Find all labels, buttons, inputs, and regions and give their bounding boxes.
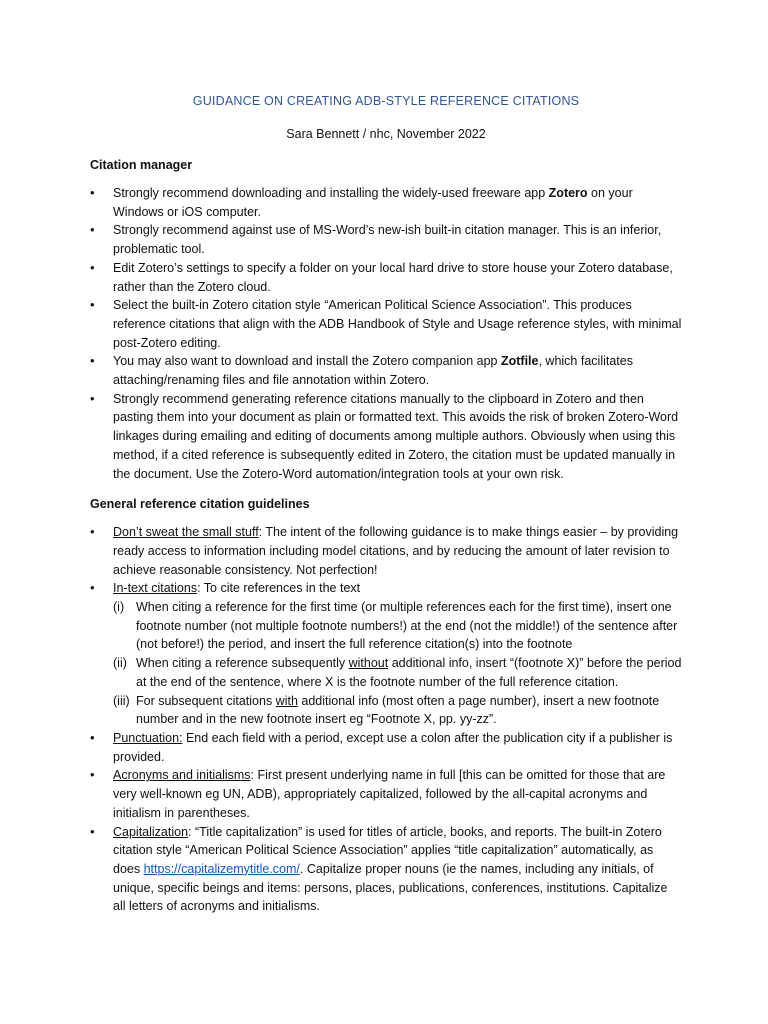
sub-item-iii	[113, 692, 682, 729]
section-heading-citation-manager: Citation manager	[90, 158, 193, 172]
bullet-manual-citations: • Strongly recommend generating reference citations manually to the clipboard in Zotero and then pasting them into your document as plain or formatted text. This avoids the risk of broken Zotero-Word linkages during emailing and editing of documents among multiple authors. Obviously when using this method, if a cited reference is subsequently edited in Zotero, the citation must be updated manually in the document. Use the Zotero-Word automation/integration tools at your own risk.	[90, 390, 682, 484]
bullet-capitalization	[90, 823, 682, 917]
underlined-label: Punctuation:	[113, 730, 183, 745]
bullet-ms-word: • Strongly recommend against use of MS-Word’s new-ish built-in citation manager. This is an inferior, problematic tool.	[90, 221, 682, 258]
bullet-text: : First present underlying name in full [this can be omitted for those that are very well-known eg UN, ADB), appropriately capitalized, followed by the all-capital acronyms and initialism in parentheses.	[113, 768, 666, 820]
general-guidelines-list	[90, 523, 682, 916]
bullet-text: . Capitalize proper nouns (ie the names, including any initials, of unique, specific beings and items: persons, places, publications, conferences, institutions. Capitalize all letters of acronyms and initialisms.	[113, 861, 668, 914]
bullet-text: Strongly recommend downloading and installing the widely-used freeware app	[113, 186, 549, 200]
sub-item-i	[113, 598, 682, 654]
citation-manager-list	[90, 184, 682, 483]
sub-item-text: When citing a reference for the first time (or multiple references each for the first time), insert one footnote number (not multiple footnote numbers!) at the end (not the middle!) of the sentence after (not before!) the period, and insert the full reference citation(s) into the footnote	[136, 600, 678, 652]
underlined-label: Capitalization	[113, 824, 189, 839]
bullet-punctuation	[90, 729, 682, 766]
bullet-zotero	[90, 184, 682, 221]
bullet-zotero-settings: • Edit Zotero’s settings to specify a folder on your local hard drive to store house your Zotero database, rather than the Zotero cloud.	[90, 259, 682, 296]
bullet-zotfile	[90, 352, 682, 389]
bullet-text: , which facilitates attaching/renaming files and file annotation within Zotero.	[113, 354, 633, 388]
author-line: Sara Bennett / nhc, November 2022	[286, 127, 486, 141]
bullet-small-stuff	[90, 523, 682, 579]
underlined-label: Don’t sweat the small stuff	[113, 525, 259, 540]
bullet-text: : The intent of the following guidance is to make things easier – by providing ready access to information including model citations, and by reducing the amount of later revision to achieve reasonable consistency. Not perfection!	[113, 525, 679, 577]
bullet-text: : “Title capitalization” is used for titles of article, books, and reports. The built-in Zotero citation style “American Political Science Association” applies “title capitalization” automatically, as does	[113, 824, 662, 876]
bullet-in-text-citations	[90, 579, 682, 729]
sub-item-text: When citing a reference subsequently	[136, 656, 349, 671]
bullet-text: End each field with a period, except use a colon after the publication city if a publisher is provided.	[113, 730, 673, 764]
underlined-word: without	[348, 656, 389, 671]
bullet-citation-style: • Select the built-in Zotero citation style “American Political Science Association”. This produces reference citations that align with the ADB Handbook of Style and Usage reference styles, with minimal post-Zotero editing.	[90, 296, 682, 352]
sub-item-number: (iii)	[113, 693, 130, 708]
underlined-label: Acronyms and initialisms	[113, 768, 251, 783]
sub-item-number: (i)	[113, 600, 125, 615]
bullet-text: : To cite references in the text	[197, 581, 361, 596]
document-title: GUIDANCE ON CREATING ADB-STYLE REFERENCE CITATIONS	[192, 94, 580, 108]
sub-item-text: additional info (most often a page number), insert a new footnote number and in the new footnote insert eg “Footnote X, pp. yy-zz”.	[136, 693, 660, 727]
capitalizemytitle-link[interactable]: https://capitalizemytitle.com/	[143, 861, 300, 876]
bold-term: Zotfile	[500, 354, 539, 369]
section-heading-general: General reference citation guidelines	[90, 497, 310, 512]
sub-item-text: additional info, insert “(footnote X)” before the period at the end of the sentence, where X is the footnote number of the full reference citation.	[136, 656, 682, 689]
bullet-text: You may also want to download and install the Zotero companion app	[113, 354, 501, 369]
sub-item-number: (ii)	[113, 656, 127, 671]
underlined-word: with	[275, 693, 298, 708]
bold-term: Zotero	[548, 186, 588, 200]
bullet-text: on your Windows or iOS computer.	[113, 186, 633, 219]
in-text-sublist	[113, 598, 682, 729]
bullet-acronyms	[90, 766, 682, 822]
sub-item-text: For subsequent citations	[136, 693, 276, 708]
underlined-label: In-text citations	[113, 581, 198, 596]
sub-item-ii	[113, 654, 682, 691]
